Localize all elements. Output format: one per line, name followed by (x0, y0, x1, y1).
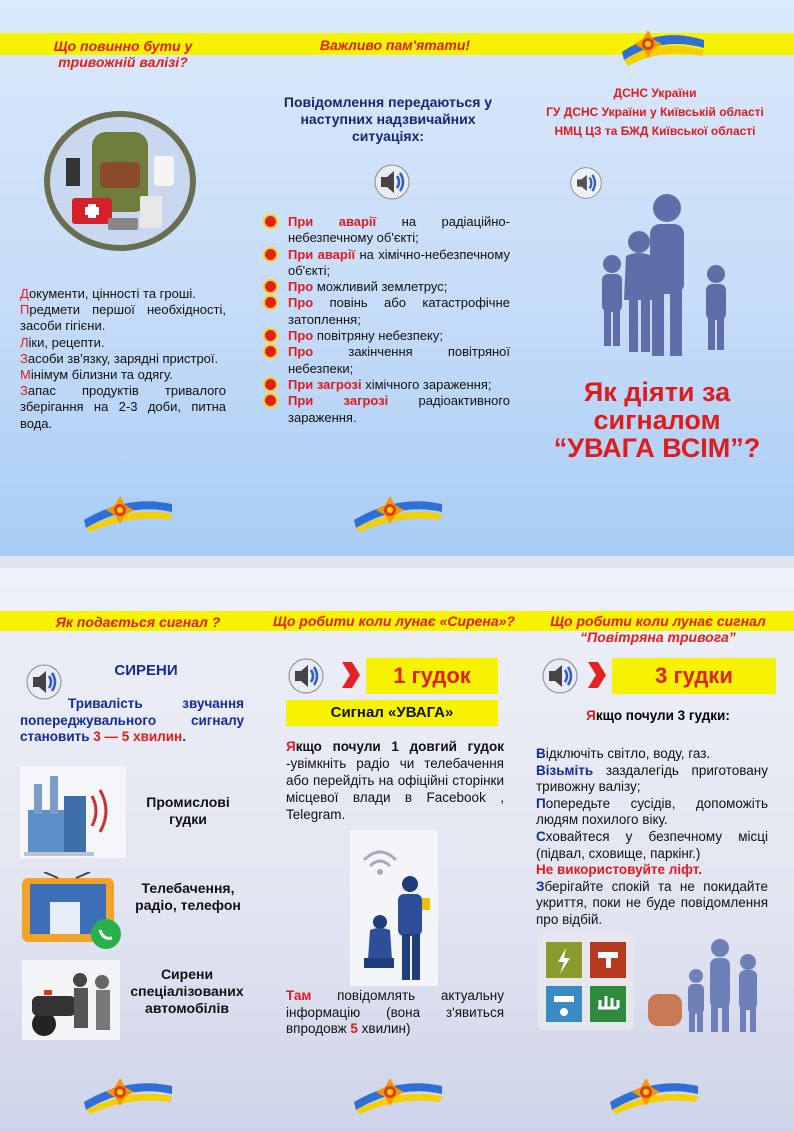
headline-line: “УВАГА ВСІМ”? (553, 433, 761, 463)
step-item: Відключіть світло, воду, газ. (536, 746, 711, 761)
siren-title: Що робити коли лунає «Сирена»? (273, 613, 515, 629)
main-headline (528, 378, 786, 462)
three-beeps-heading: Якщо почули 3 гудки: (586, 708, 730, 723)
situation-item: Про закінчення повітряної небезпеки; (262, 344, 510, 377)
television-icon (20, 872, 124, 950)
one-beep-instruction: Якщо почули 1 довгий гудок -увімкніть радіо чи телебачення або перейдіть на офіційні сторінки місцевої влади в Facebook , Telegram. (286, 739, 504, 822)
family-with-suitcase-icon (644, 934, 772, 1034)
siren-vehicles-icon (22, 960, 120, 1040)
suitcase-title: Що повинно бути у тривожній валізі? (53, 38, 193, 70)
remember-title: Важливо пам'ятати! (319, 37, 471, 53)
utilities-shutoff-icon (538, 934, 634, 1030)
suitcase-item: Предмети першої необхідності, засоби гігієни. (20, 302, 226, 334)
headline-line: сигналом (593, 405, 721, 435)
speaker-icon (540, 658, 580, 694)
leaflet-back (0, 568, 794, 1132)
org-name: НМЦ ЦЗ та БЖД Київської області (554, 124, 756, 138)
chevron-right-icon (586, 660, 608, 690)
speaker-icon (24, 664, 64, 700)
signal-duration: Тривалість звучання попереджувального сигналу становить 3 — 5 хвилин. (20, 696, 244, 744)
speaker-icon (372, 164, 412, 200)
leaflet-front (0, 0, 794, 556)
situation-item: При загрозі радіоактивного зараження. (262, 393, 510, 426)
situations-list (262, 214, 510, 426)
step-item: Сховайтеся у безпечному місці (підвал, сховище, паркінг.) (536, 828, 768, 861)
situation-item: При аварії на радіаційно-небезпечному об'єкті; (262, 214, 510, 247)
suitcase-item: Ліки, рецепти. (20, 334, 105, 350)
dsns-logo-icon (80, 486, 176, 532)
situation-item: Про можливий землетрус; (262, 279, 510, 295)
step-item: Не використовуйте ліфт. (536, 862, 702, 878)
family-silhouette-icon (592, 190, 742, 360)
suitcase-item: Запас продуктів тривалого зберігання на 2-3 доби, питна вода. (20, 383, 226, 431)
dsns-logo-icon (350, 486, 446, 532)
step-item: Зберігайте спокій та не покидайте укриття, поки не буде повідомлення про відбій. (536, 878, 768, 927)
suitcase-list (20, 286, 226, 432)
organization-block (528, 84, 782, 141)
org-name: ДСНС України (613, 86, 697, 100)
step-item: Попередьте сусідів, допоможіть людям похилого віку. (536, 795, 768, 828)
one-beep-badge: 1 гудок (366, 658, 498, 694)
info-note: Там повідомлять актуальну інформацію (вона з'явиться впродовж 5 хвилин) (286, 988, 504, 1036)
headline-line: Як діяти за (583, 377, 731, 407)
chevron-right-icon (340, 660, 362, 690)
attention-signal-label: Сигнал «УВАГА» (286, 700, 498, 726)
suitcase-item: Документи, цінності та гроші. (20, 286, 196, 301)
dsns-logo-icon (606, 1068, 702, 1114)
dsns-logo-icon (80, 1068, 176, 1114)
messages-intro: Повідомлення передаються у наступних надзвичайних ситуаціях: (283, 94, 493, 144)
way-label: Промислові гудки (146, 794, 230, 827)
suitcase-item: Мінімум білизни та одягу. (20, 367, 173, 383)
situation-item: При загрозі хімічного зараження; (262, 377, 510, 393)
sirens-heading: СИРЕНИ (114, 662, 178, 679)
air-alert-steps (536, 746, 768, 929)
dsns-logo-icon (350, 1068, 446, 1114)
way-label: Сирени спеціалізованих автомобілів (130, 966, 244, 1016)
dsns-logo-icon (612, 22, 708, 68)
org-name: ГУ ДСНС України у Київській області (546, 105, 764, 119)
air-alert-title: Що робити коли лунає сигнал “Повітряна тривога” (550, 613, 766, 645)
emergency-suitcase-icon (42, 110, 198, 252)
way-label: Телебачення, радіо, телефон (135, 880, 241, 913)
situation-item: При аварії на хімічно-небезпечному об'єкті; (262, 247, 510, 280)
suitcase-item: Засоби зв'язку, зарядні пристрої. (20, 350, 219, 366)
factory-icon (20, 766, 126, 858)
step-item: Візьміть заздалегідь приготовану тривожну валізу; (536, 762, 768, 795)
situation-item: Про повітряну небезпеку; (262, 328, 510, 344)
speaker-icon (286, 658, 326, 694)
three-beeps-badge: 3 гудки (612, 658, 776, 694)
signal-title: Як подається сигнал ? (55, 614, 221, 630)
situation-item: Про повінь або катастрофічне затоплення; (262, 295, 510, 328)
people-with-phones-icon (350, 830, 438, 986)
